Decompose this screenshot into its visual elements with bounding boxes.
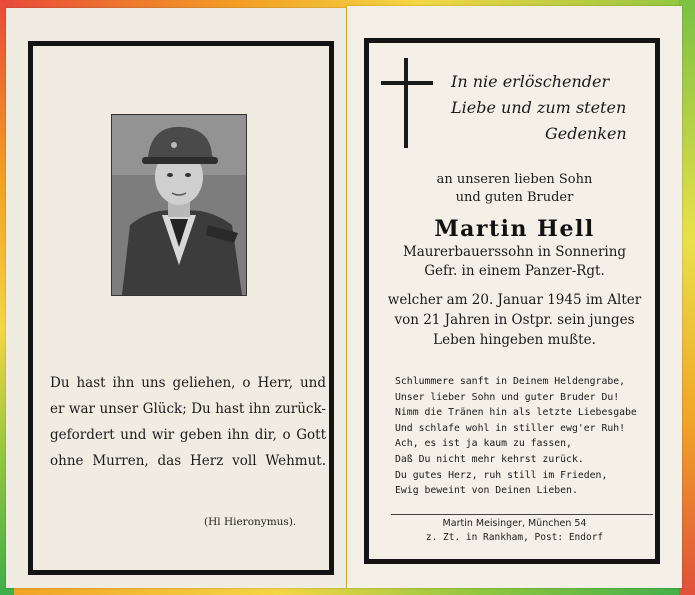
prayer-source: (Hl Hieronymus).: [204, 516, 297, 528]
prayer-line: gefordert und wir geben ihn dir, o Gott: [50, 427, 326, 443]
prayer-line: er war unser Glück; Du hast ihn zurück-: [50, 401, 326, 417]
intro-line: an unseren lieben Sohn: [436, 172, 593, 187]
poem-line: Ewig beweint von Deinen Lieben.: [395, 485, 578, 497]
death-line: welcher am 20. Januar 1945 im Alter: [387, 292, 642, 308]
poem-line: Nimm die Tränen hin als letzte Liebesgabe: [395, 407, 637, 419]
portrait-illustration: [112, 115, 246, 295]
prayer-line: Du hast ihn uns geliehen, o Herr, und: [50, 375, 326, 391]
divider-line: [391, 514, 653, 515]
cross-icon-vertical: [404, 58, 408, 148]
poem-line: Ach, es ist ja kaum zu fassen,: [395, 438, 572, 450]
printer-credit: Martin Meisinger, München 54: [442, 518, 587, 529]
right-card-page: [347, 6, 682, 588]
prayer-text: [50, 370, 326, 474]
intro-line: und guten Bruder: [455, 190, 574, 205]
poem-line: Daß Du nicht mehr kehrst zurück.: [395, 453, 584, 465]
left-card-page: [6, 8, 346, 588]
poem-line: Und schlafe wohl in stiller ewg'er Ruh!: [395, 422, 626, 434]
occupation-line: Maurerbauerssohn in Sonnering: [402, 244, 627, 260]
death-line: Leben hingeben mußte.: [433, 332, 596, 348]
deceased-name: Martin Hell: [434, 216, 595, 242]
dedication-line: Liebe und zum steten: [451, 98, 627, 117]
dedication-line: In nie erlöschender: [451, 72, 610, 91]
poem-line: Unser lieber Sohn und guter Bruder Du!: [395, 391, 620, 403]
death-line: von 21 Jahren in Ostpr. sein junges: [394, 312, 635, 328]
prayer-line: ohne Murren, das Herz voll Wehmut.: [50, 453, 326, 469]
dedication-line: Gedenken: [545, 124, 627, 143]
poem-line: Du gutes Herz, ruh still im Frieden,: [395, 469, 608, 481]
poem-line: Schlummere sanft in Deinem Heldengrabe,: [395, 376, 626, 387]
memorial-poem: [395, 374, 655, 499]
rank-line: Gefr. in einem Panzer-Rgt.: [424, 263, 605, 279]
distributor-credit: z. Zt. in Rankham, Post: Endorf: [425, 532, 604, 543]
cross-icon-horizontal: [381, 81, 433, 85]
soldier-portrait-photo: [111, 114, 247, 296]
